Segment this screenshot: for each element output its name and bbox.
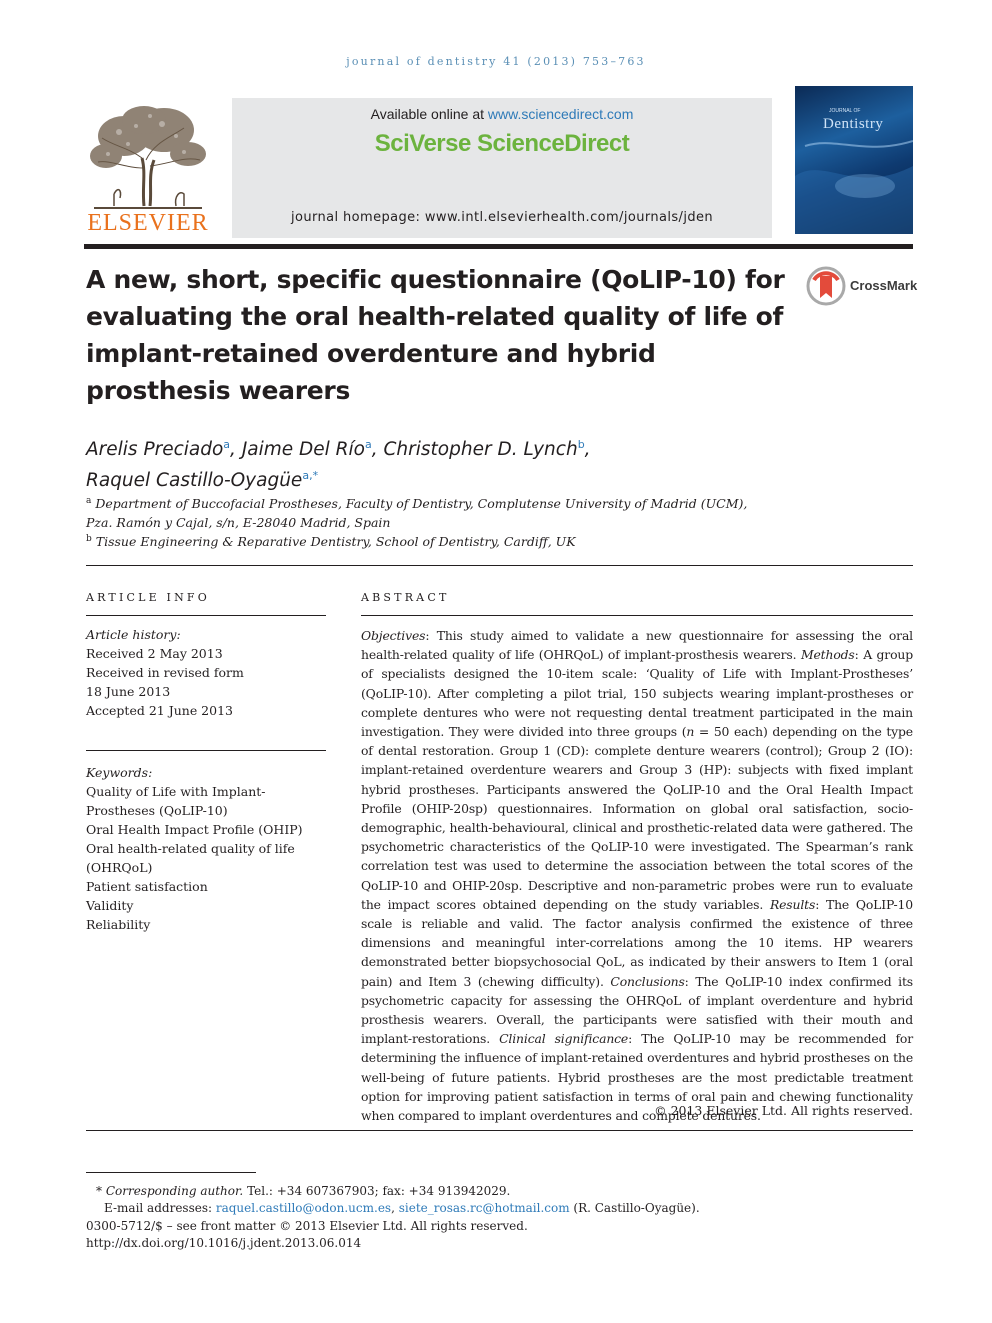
keyword-item: Prostheses (QoLIP-10) [86,803,228,818]
email-link[interactable]: raquel.castillo@odon.ucm.es [215,1201,392,1215]
affiliation-text: Tissue Engineering & Reparative Dentistry, School of Dentistry, Cardiff, UK [95,534,576,550]
methods-label: Methods [800,647,855,663]
objectives-text: : This study aimed to validate a new questionnaire for assessing the oral health-related quality of life (OHRQoL) of implant-prosthesis wearers. [361,628,913,663]
affiliation-a-line2: Pza. Ramón y Cajal, s/n, E-28040 Madrid, Spain [86,515,391,530]
abstract-rule [361,615,913,616]
available-online [232,106,772,122]
conclusions-label: Conclusions [610,973,685,989]
keywords-list [86,763,326,934]
affiliation-mark: b [86,534,92,544]
author-affiliation-mark[interactable]: a [365,438,372,451]
footnote-rule [86,1172,256,1173]
abstract-bottom-rule [86,1130,913,1131]
article-title: A new, short, specific questionnaire (QoLIP-10) for evaluating the oral health-related quality of life of implant-retained overdenture and hybrid prosthesis wearers [86,265,785,405]
keyword-item: (OHRQoL) [86,860,153,875]
author-name[interactable]: Christopher D. Lynch [383,439,578,461]
keyword-item: Oral health-related quality of life [86,841,295,856]
email-addresses [104,1201,931,1215]
doi-link[interactable]: http://dx.doi.org/10.1016/j.jdent.2013.06.014 [86,1236,362,1250]
keywords-rule [86,750,326,751]
journal-header-box [232,98,772,238]
clinical-significance-label: Clinical significance [499,1031,629,1047]
crossmark-badge[interactable] [806,266,916,308]
author-separator: , [230,439,242,461]
front-matter: 0300-5712/$ – see front matter © 2013 Elsevier Ltd. All rights reserved. [86,1219,528,1233]
email-label: E-mail addresses: [104,1201,216,1215]
history-label: Article history: [86,627,181,642]
article-info-heading: ARTICLE INFO [86,591,210,604]
email-separator: , [391,1201,399,1215]
clinical-significance-text: : The QoLIP-10 may be recommended for determining the influence of implant-retained overdentures and hybrid prostheses on the well-being of future patients. Hybrid prostheses are the most predictable treatment option for improving patient satisfaction in terms of oral pain and chewing functionality when compared to implant overdentures and complete dentures. [361,1031,913,1124]
history-item: 18 June 2013 [86,684,171,699]
author-affiliation-mark[interactable]: a [223,438,231,451]
results-label: Results [769,896,816,912]
affiliation-mark: a [86,496,92,506]
sciverse-logo: SciVerse ScienceDirect [374,130,630,157]
objectives-label: Objectives [361,628,426,643]
abstract-heading: ABSTRACT [361,591,450,604]
affiliation-a [86,496,786,511]
methods-text-cont: = 50 each) depending on the type of dental restoration. Group 1 (CD): complete denture wearers (control); Group 2 (IO): implant-retained overdenture wearers and Group 3 (HP): subjects with fixed implant hybrid prostheses. Participants answered the QoLIP-10 and the Oral Health Impact Profile (OHIP-20sp) questionnaires. Information on global oral satisfaction, socio-demographic, health-behavioural, clinical and prosthetic-related data were gathered. The psychometric characteristics of the QoLIP-10 were investigated. The Spearman’s rank correlation test was used to determine the association between the total scores of the QoLIP-10 and OHIP-20sp. Descriptive and non-parametric probes were run to evaluate the impact scores obtained depending on the study variables. [361,724,913,912]
author-name[interactable]: Jaime Del Río [241,439,365,461]
author-name[interactable]: Arelis Preciado [86,439,224,461]
journal-reference: journal of dentistry 41 (2013) 753–763 [346,55,646,68]
keywords-label: Keywords: [86,765,153,780]
corresponding-label: Corresponding author. [105,1184,244,1198]
author-separator: , [371,439,384,461]
corresponding-star: * [96,1184,102,1198]
author-name[interactable]: Raquel Castillo-Oyagüe [86,470,303,492]
results-text: : The QoLIP-10 scale is reliable and valid. The factor analysis confirmed the existence of three dimensions and meaningful inter-correlations among the 10 items. HP wearers demonstrated better biopsychosocial QoL, as indicated by their answers to Item 1 (oral pain) and Item 3 (chewing difficulty). [361,896,913,989]
affiliation-text: Department of Buccofacial Prostheses, Faculty of Dentistry, Complutense University of Madrid (UCM), [95,496,748,512]
history-item: Received in revised form [86,665,244,680]
abstract-text [361,626,913,1125]
author-affiliation-mark[interactable]: a,* [302,469,319,483]
article-history [86,625,326,720]
affiliation-rule [86,565,913,566]
history-item: Received 2 May 2013 [86,646,223,661]
corresponding-author [96,1184,923,1198]
methods-n-symbol: n [686,724,695,740]
journal-homepage[interactable]: journal homepage: www.intl.elsevierhealth.com/journals/jden [290,210,714,225]
crossmark-label: CrossMark [850,278,918,293]
article-info-rule [86,615,326,616]
header-rule [84,244,913,249]
affiliation-b [86,534,786,549]
cover-title: Dentistry [823,116,884,132]
email-link[interactable]: siete_rosas.rc@hotmail.com [398,1201,570,1215]
methods-text: : A group of specialists designed the 10-item scale: ‘Quality of Life with Implant-Prostheses’ (QoLIP-10). After completing a pilot trial, 150 subjects wearing implant-prostheses or complete dentures who were not requesting dental treatment participated in the main investigation. They were divided into three groups ( [361,647,913,740]
keyword-item: Reliability [86,917,151,932]
available-online-text: Available online at [370,106,488,122]
email-owner: (R. Castillo-Oyagüe). [569,1201,700,1215]
keyword-item: Patient satisfaction [86,879,208,894]
author-affiliation-mark[interactable]: b [577,438,585,451]
journal-cover [795,86,913,234]
keyword-item: Quality of Life with Implant- [86,784,266,799]
sciencedirect-link[interactable]: www.sciencedirect.com [487,106,634,122]
cover-subtitle: JOURNAL OF [829,108,861,114]
corresponding-contact: Tel.: +34 607367903; fax: +34 913942029. [243,1184,511,1198]
elsevier-wordmark: ELSEVIER [87,210,209,236]
history-item: Accepted 21 June 2013 [86,703,233,718]
keyword-item: Oral Health Impact Profile (OHIP) [86,822,303,837]
keyword-item: Validity [86,898,134,913]
conclusions-text: : The QoLIP-10 index confirmed its psychometric capacity for assessing the OHRQoL of implant overdenture and hybrid prosthesis wearers. Overall, the participants were satisfied with their mouth and implant-restorations. [361,973,914,1047]
abstract-copyright: © 2013 Elsevier Ltd. All rights reserved. [654,1103,913,1118]
author-list [86,432,786,494]
author-separator: , [584,439,591,461]
crossmark-icon [806,266,846,306]
